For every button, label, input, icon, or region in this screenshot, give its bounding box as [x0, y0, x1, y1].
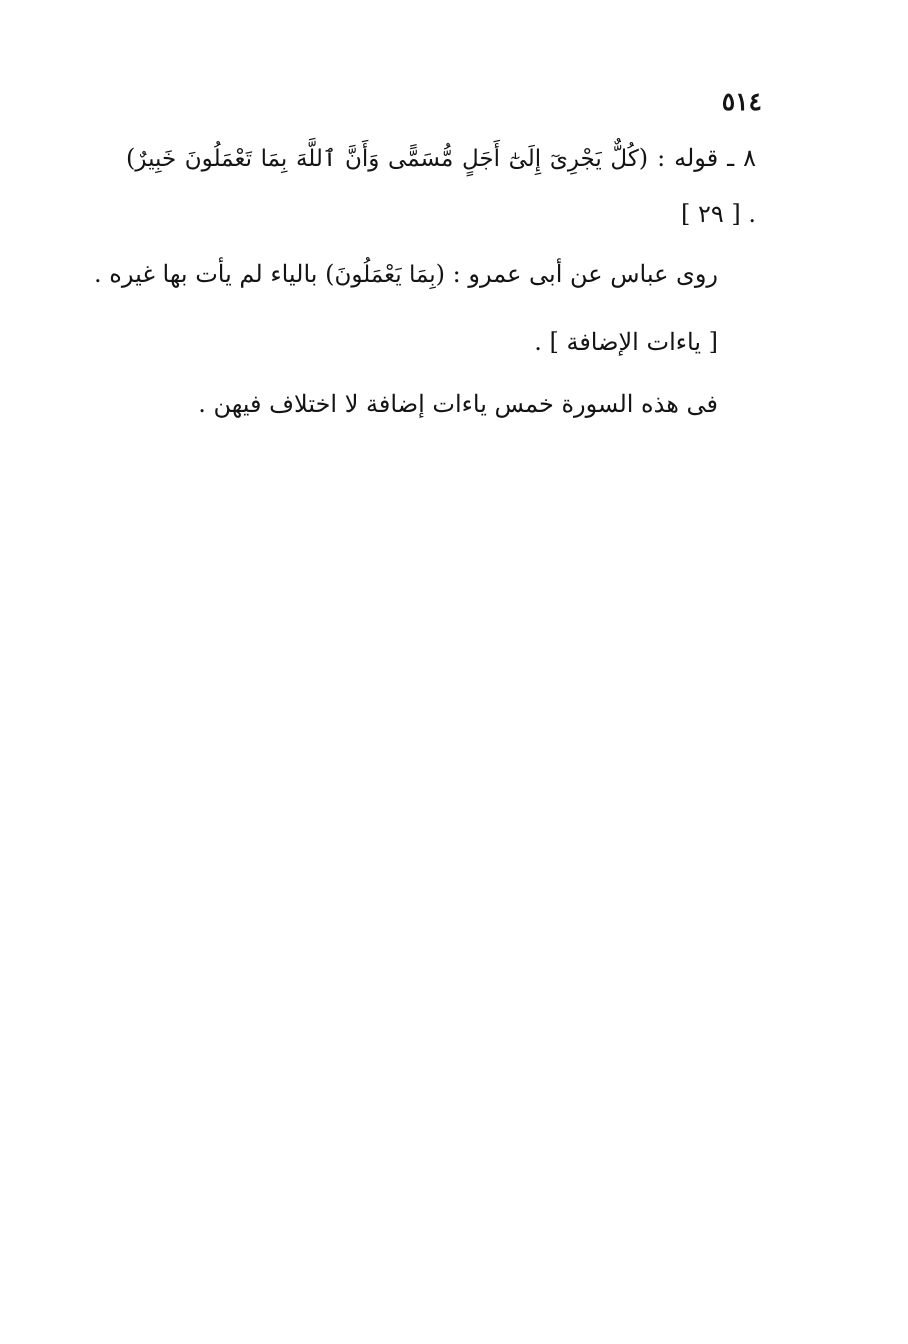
section-body: فى هذه السورة خمس ياءات إضافة لا اختلاف فيهن .	[198, 390, 718, 418]
reading-note	[94, 252, 718, 297]
page-number: ٥١٤	[721, 87, 762, 116]
verse-reference: [ ٢٩ ] .	[680, 200, 756, 228]
section-heading: [ ياءات الإضافة ] .	[534, 328, 718, 356]
reading-note-prefix: روى عباس عن أبى عمرو : (	[435, 260, 718, 288]
reading-note-suffix: ) بالياء لم يأت بها غيره .	[94, 260, 335, 288]
reading-note-quote: بِمَا يَعْمَلُونَ	[334, 262, 436, 288]
verse-line	[126, 136, 756, 181]
verse-quote: كُلٌّ يَجْرِىٓ إِلَىٰٓ أَجَلٍ مُّسَمًّى وَأَنَّ ٱللَّهَ بِمَا تَعْمَلُونَ خَبِيرٌ	[135, 146, 639, 172]
verse-suffix: )	[126, 144, 136, 172]
verse-prefix: ٨ ـ قوله : (	[638, 144, 756, 172]
